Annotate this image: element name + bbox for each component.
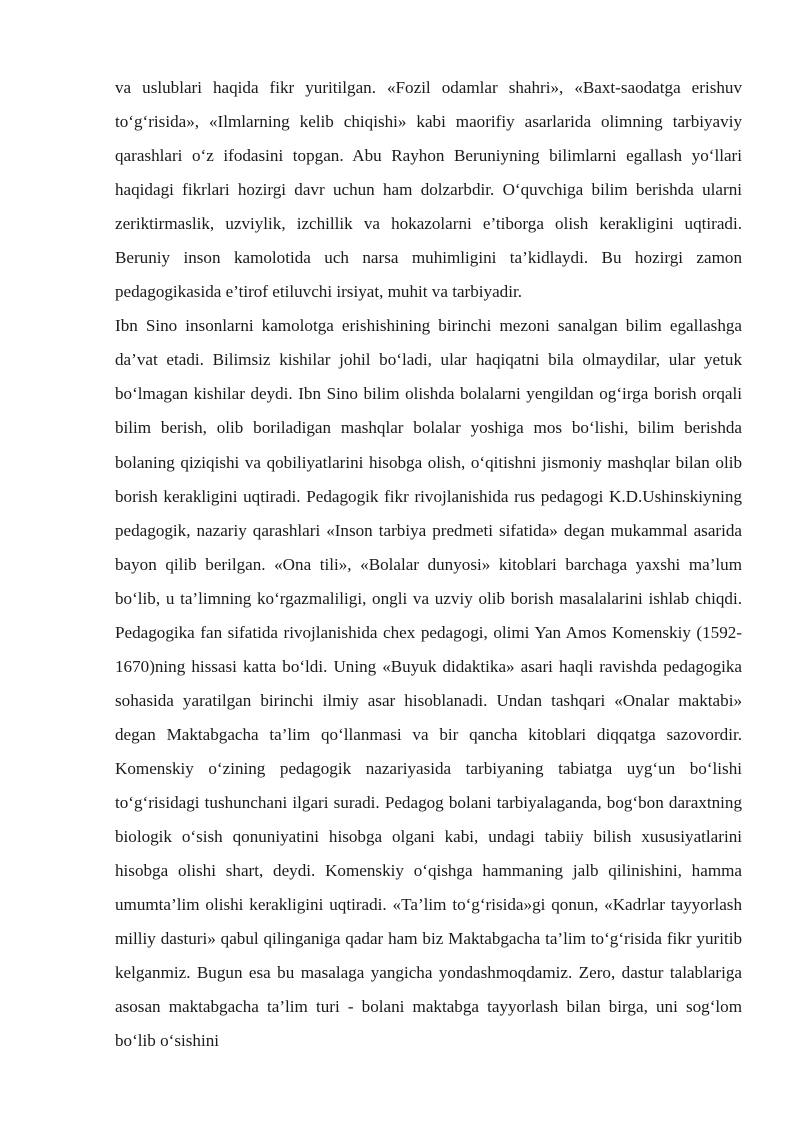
document-page <box>115 71 742 1058</box>
paragraph-beruniy: va uslublari haqida fikr yuritilgan. «Fozil odamlar shahri», «Baxt-saodatga erishuv to‘g‘risida», «Ilmlarning kelib chiqishi» kabi maorifiy asarlarida olimning tarbiyaviy qarashlari o‘z ifodasini topgan. Abu Rayhon Beruniyning bilimlarni egallash yo‘llari haqidagi fikrlari hozirgi davr uchun ham dolzarbdir. O‘quvchiga bilim berishda ularni zeriktirmaslik, uzviylik, izchillik va hokazolarni e’tiborga olish kerakligini uqtiradi. Beruniy inson kamolotida uch narsa muhimligini ta’kidlaydi. Bu hozirgi zamon pedagogikasida e’tirof etiluvchi irsiyat, muhit va tarbiyadir. <box>115 78 742 302</box>
paragraph-ibn-sino: Ibn Sino insonlarni kamolotga erishishining birinchi mezoni sanalgan bilim egallashga da’vat etadi. Bilimsiz kishilar johil bo‘ladi, ular haqiqatni bila olmaydilar, ular yetuk bo‘lmagan kishilar deydi. Ibn Sino bilim olishda bolalarni yengildan og‘irga borish orqali bilim berish, olib boriladigan mashqlar bolalar yoshiga mos bo‘lishi, bilim berishda bolaning qiziqishi va qobiliyatlarini hisobga olish, o‘qitishni jismoniy mashqlar bilan olib borish kerakligini uqtiradi. Pedagogik fikr rivojlanishida rus pedagogi K.D.Ushinskiyning pedagogik, nazariy qarashlari «Inson tarbiya predmeti sifatida» degan mukammal asarida bayon qilib berilgan. «Ona tili», «Bolalar dunyosi» kitoblari barchaga yaxshi ma’lum bo‘lib, u ta’limning ko‘rgazmaliligi, ongli va uzviy olib borish masalalarini ishlab chiqdi. Pedagogika fan sifatida rivojlanishida chex pedagogi, olimi Yan Amos Komenskiy (1592-1670)ning hissasi katta bo‘ldi. Uning «Buyuk didaktika» asari haqli ravishda pedagogika sohasida yaratilgan birinchi ilmiy asar hisoblanadi. Undan tashqari «Onalar maktabi» degan Maktabgacha ta’lim qo‘llanmasi va bir qancha kitoblari diqqatga sazovordir. Komenskiy o‘zining pedagogik nazariyasida tarbiyaning tabiatga uyg‘un bo‘lishi to‘g‘risidagi tushunchani ilgari suradi. Pedagog bolani tarbiyalaganda, bog‘bon daraxtning biologik o‘sish qonuniyatini hisobga olgani kabi, undagi tabiiy bilish xususiyatlarini hisobga olishi shart, deydi. Komenskiy o‘qishga hammaning jalb qilinishini, hamma umumta’lim olishi kerakligini uqtiradi. «Ta’lim to‘g‘risida»gi qonun, «Kadrlar tayyorlash milliy dasturi» qabul qilinganiga qadar ham biz Maktabgacha ta’lim to‘g‘risida fikr yuritib kelganmiz. Bugun esa bu masalaga yangicha yondashmoqdamiz. Zero, dastur talablariga asosan maktabgacha ta’lim turi - bolani maktabga tayyorlash bilan birga, uni sog‘lom bo‘lib o‘sishini <box>115 316 742 1051</box>
